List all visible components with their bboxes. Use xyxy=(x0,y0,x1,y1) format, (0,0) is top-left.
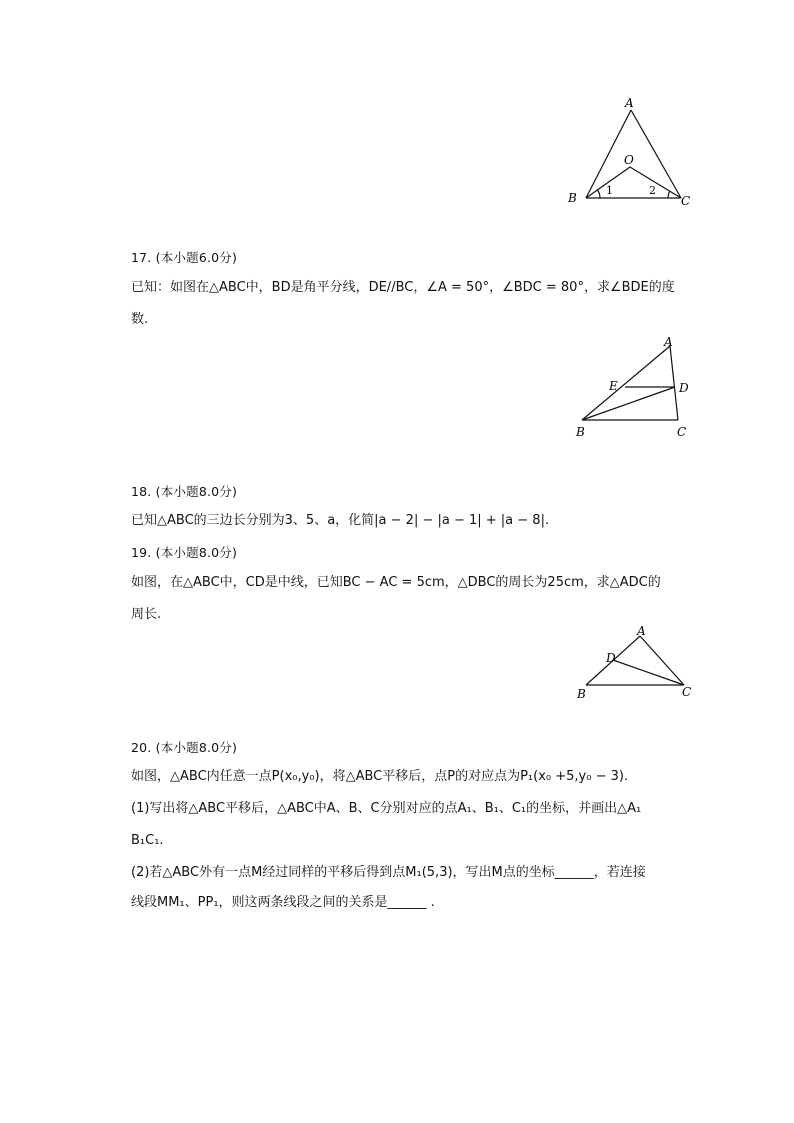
angle-arc-2 xyxy=(668,191,670,198)
label-d: D xyxy=(679,381,689,395)
question-20-text-line3: B₁C₁. xyxy=(131,833,164,848)
question-19-text-line2: 周长. xyxy=(131,607,162,622)
angle-arc-1 xyxy=(598,190,601,198)
figure-triangle-abc-median xyxy=(570,622,700,706)
question-17-text-line1: 已知：如图在△ABC中，BD是角平分线，DE//BC，∠A = 50°，∠BDC = 80°，求∠BDE的度 xyxy=(131,280,675,295)
question-17-text-line2: 数. xyxy=(131,312,149,327)
label-b: B xyxy=(568,191,577,205)
label-c: C xyxy=(682,685,692,699)
label-angle-2: 2 xyxy=(649,184,656,197)
label-d: D xyxy=(606,651,616,665)
segment-ac xyxy=(670,346,678,420)
label-angle-1: 1 xyxy=(606,184,613,197)
segment-ab xyxy=(582,346,670,420)
figure-triangle-abc-o xyxy=(560,92,700,212)
label-b: B xyxy=(576,425,585,439)
label-c: C xyxy=(681,194,691,208)
segment-ac xyxy=(631,110,681,198)
question-18-header: 18. (本小题8.0分) xyxy=(131,484,238,499)
label-o: O xyxy=(624,153,634,167)
question-19-text-line1: 如图，在△ABC中，CD是中线，已知BC − AC = 5cm，△DBC的周长为25cm，求△ADC的 xyxy=(131,575,661,590)
figure-triangle-abc-de xyxy=(570,332,700,444)
question-17-header: 17. (本小题6.0分) xyxy=(131,250,238,265)
label-c: C xyxy=(677,425,687,439)
question-20-text-line2: (1)写出将△ABC平移后，△ABC中A、B、C分别对应的点A₁、B₁、C₁的坐标，并画出△A₁ xyxy=(131,801,642,816)
question-20-header: 20. (本小题8.0分) xyxy=(131,740,238,755)
segment-bd xyxy=(582,387,675,420)
label-a: A xyxy=(637,624,646,638)
label-b: B xyxy=(577,687,586,701)
label-a: A xyxy=(625,96,634,110)
question-20-text-line1: 如图，△ABC内任意一点P(x₀,y₀)，将△ABC平移后，点P的对应点为P₁(x₀ +5,y₀ − 3). xyxy=(131,769,629,784)
label-a: A xyxy=(664,335,673,349)
question-19-header: 19. (本小题8.0分) xyxy=(131,545,238,560)
label-e: E xyxy=(609,379,618,393)
question-20-text-line4: (2)若△ABC外有一点M经过同样的平移后得到点M₁(5,3)，写出M点的坐标______，若连接 xyxy=(131,865,646,880)
question-20-text-line5: 线段MM₁、PP₁，则这两条线段之间的关系是______ . xyxy=(131,895,435,910)
question-18-text-line1: 已知△ABC的三边长分别为3、5、a，化简|a − 2| − |a − 1| + |a − 8|. xyxy=(131,513,550,528)
